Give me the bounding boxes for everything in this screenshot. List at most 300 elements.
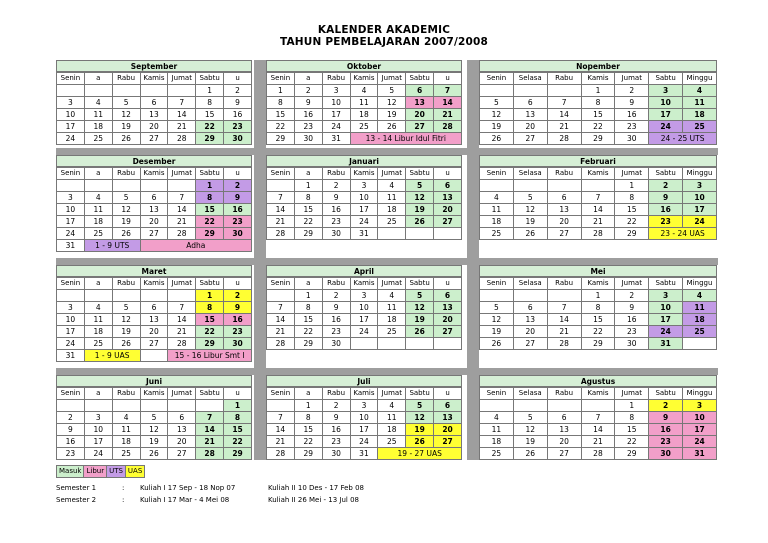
day-cell: 14 <box>581 424 615 436</box>
day-cell: 8 <box>196 302 224 314</box>
day-cell: 22 <box>196 216 224 228</box>
day-cell: 29 <box>294 448 322 460</box>
month-april <box>266 265 462 350</box>
weekday-header: Sabtu <box>196 73 224 85</box>
day-cell: 15 <box>196 204 224 216</box>
day-cell: 28 <box>581 228 615 240</box>
day-cell <box>547 180 581 192</box>
day-cell: 9 <box>649 192 683 204</box>
day-cell: 29 <box>196 133 224 145</box>
day-cell: 22 <box>224 436 252 448</box>
day-cell: 15 <box>294 204 322 216</box>
day-cell: 26 <box>140 448 168 460</box>
day-cell: 25 <box>350 121 378 133</box>
day-cell <box>140 85 168 97</box>
day-cell: 14 <box>547 109 581 121</box>
day-cell: 2 <box>649 400 683 412</box>
week-row <box>480 85 717 97</box>
day-cell: 6 <box>434 290 462 302</box>
day-cell: 9 <box>615 97 649 109</box>
month-title: Agustus <box>479 375 717 387</box>
day-cell: 22 <box>294 216 322 228</box>
weekday-header: Jumat <box>378 168 406 180</box>
day-cell: 18 <box>112 436 140 448</box>
week-row <box>267 216 462 228</box>
weekday-header: Kamis <box>581 168 615 180</box>
day-cell: 3 <box>649 290 683 302</box>
day-cell: 20 <box>140 326 168 338</box>
weekday-header: Senin <box>267 168 295 180</box>
week-row <box>480 314 717 326</box>
day-cell: 27 <box>547 448 581 460</box>
day-cell: 19 <box>480 121 514 133</box>
week-row <box>267 326 462 338</box>
day-cell: 1 <box>224 400 252 412</box>
weekday-header: Senin <box>57 73 85 85</box>
week-row <box>267 424 462 436</box>
day-cell: 8 <box>294 302 322 314</box>
day-cell: 25 <box>480 448 514 460</box>
week-row <box>480 180 717 192</box>
day-cell: 14 <box>168 314 196 326</box>
day-cell: 25 <box>378 216 406 228</box>
day-cell: 27 <box>140 133 168 145</box>
day-cell: 28 <box>267 448 295 460</box>
day-cell: 4 <box>378 290 406 302</box>
day-cell: 23 <box>224 326 252 338</box>
day-cell: 19 <box>513 436 547 448</box>
day-cell: 23 <box>615 121 649 133</box>
day-cell: 8 <box>294 412 322 424</box>
day-cell: 6 <box>513 97 547 109</box>
day-cell: 14 <box>267 314 295 326</box>
day-cell: 20 <box>140 216 168 228</box>
day-cell: 15 <box>196 314 224 326</box>
day-cell: 29 <box>196 228 224 240</box>
day-cell: 15 <box>294 424 322 436</box>
week-row <box>267 85 462 97</box>
day-cell: 14 <box>547 314 581 326</box>
day-cell: 19 <box>112 121 140 133</box>
day-cell: 17 <box>683 204 717 216</box>
day-cell <box>547 400 581 412</box>
day-cell: 7 <box>168 302 196 314</box>
day-cell: 11 <box>378 192 406 204</box>
day-cell: 17 <box>350 424 378 436</box>
day-cell <box>547 290 581 302</box>
day-cell <box>112 400 140 412</box>
day-cell <box>513 290 547 302</box>
weekday-header: a <box>294 388 322 400</box>
day-cell: 24 <box>57 228 85 240</box>
day-cell: 27 <box>513 133 547 145</box>
month-title: Juli <box>266 375 462 387</box>
day-cell <box>168 180 196 192</box>
day-cell: 13 <box>547 204 581 216</box>
event-note: 23 - 24 UAS <box>649 228 717 240</box>
day-cell: 22 <box>581 326 615 338</box>
day-cell: 31 <box>649 338 683 350</box>
week-row <box>57 338 252 350</box>
day-cell: 26 <box>112 133 140 145</box>
day-cell: 23 <box>224 216 252 228</box>
day-cell: 26 <box>406 436 434 448</box>
day-cell: 4 <box>480 412 514 424</box>
day-cell: 15 <box>615 424 649 436</box>
week-row <box>57 436 252 448</box>
weekday-header: u <box>434 73 462 85</box>
day-cell: 10 <box>683 412 717 424</box>
day-cell: 24 <box>322 121 350 133</box>
weekday-header: Kamis <box>581 73 615 85</box>
day-cell: 11 <box>84 314 112 326</box>
day-cell: 15 <box>581 314 615 326</box>
day-cell: 23 <box>322 436 350 448</box>
day-cell: 6 <box>406 85 434 97</box>
weekday-header: Kamis <box>581 388 615 400</box>
week-row <box>267 400 462 412</box>
day-cell: 5 <box>480 302 514 314</box>
day-cell: 22 <box>615 436 649 448</box>
day-cell: 2 <box>649 180 683 192</box>
weekday-header: Rabu <box>547 388 581 400</box>
weekday-header: Rabu <box>547 73 581 85</box>
day-cell: 31 <box>350 228 378 240</box>
semester-2-kuliah-2: Kuliah II 26 Mei - 13 Jul 08 <box>268 496 359 504</box>
weekday-header: Sabtu <box>649 73 683 85</box>
weekday-header: Senin <box>57 168 85 180</box>
weekday-header: Jumat <box>378 388 406 400</box>
day-cell: 17 <box>322 109 350 121</box>
page-title: KALENDER AKADEMIC <box>317 24 451 36</box>
weekday-header: Kamis <box>140 73 168 85</box>
day-cell: 11 <box>683 97 717 109</box>
day-cell <box>140 290 168 302</box>
weekday-header: Jumat <box>168 278 196 290</box>
day-cell: 5 <box>112 192 140 204</box>
day-cell: 24 <box>350 436 378 448</box>
day-cell: 30 <box>294 133 322 145</box>
week-row <box>57 302 252 314</box>
day-cell: 1 <box>196 85 224 97</box>
semester-1-kuliah-1: Kuliah I 17 Sep - 18 Nop 07 <box>140 484 236 492</box>
day-cell: 13 <box>513 109 547 121</box>
weekday-header: Jumat <box>378 278 406 290</box>
day-cell: 16 <box>224 204 252 216</box>
day-cell: 9 <box>615 302 649 314</box>
day-cell: 19 <box>406 204 434 216</box>
day-cell: 20 <box>547 216 581 228</box>
day-cell: 8 <box>267 97 295 109</box>
day-cell: 9 <box>649 412 683 424</box>
day-cell: 21 <box>581 216 615 228</box>
week-row <box>267 121 462 133</box>
weekday-header: Senin <box>57 388 85 400</box>
day-cell: 12 <box>480 314 514 326</box>
day-cell: 3 <box>322 85 350 97</box>
weekday-header: Sabtu <box>406 278 434 290</box>
day-cell: 30 <box>224 338 252 350</box>
day-cell: 4 <box>84 192 112 204</box>
day-cell: 4 <box>378 400 406 412</box>
day-cell: 23 <box>649 436 683 448</box>
day-cell: 4 <box>112 412 140 424</box>
legend-uts: UTS <box>106 465 126 478</box>
week-row <box>267 302 462 314</box>
week-row <box>480 228 717 240</box>
day-cell: 11 <box>350 97 378 109</box>
day-cell: 23 <box>224 121 252 133</box>
weekday-header: Minggu <box>683 73 717 85</box>
day-cell: 23 <box>57 448 85 460</box>
event-note: 1 - 9 UAS <box>84 350 140 362</box>
day-cell: 20 <box>547 436 581 448</box>
event-note: 13 - 14 Libur Idul Fitri <box>350 133 461 145</box>
day-cell: 8 <box>615 192 649 204</box>
day-cell: 29 <box>581 338 615 350</box>
day-cell <box>378 338 406 350</box>
day-cell: 13 <box>547 424 581 436</box>
day-cell: 3 <box>683 400 717 412</box>
weekday-header: Rabu <box>547 278 581 290</box>
weekday-header: Sabtu <box>649 168 683 180</box>
day-cell: 3 <box>84 412 112 424</box>
week-row <box>267 192 462 204</box>
day-cell: 16 <box>57 436 85 448</box>
day-cell: 13 <box>140 109 168 121</box>
weekday-header: Rabu <box>322 388 350 400</box>
day-cell: 4 <box>683 290 717 302</box>
month-title: September <box>56 60 252 72</box>
day-cell: 31 <box>57 240 85 252</box>
event-note: 19 - 27 UAS <box>378 448 462 460</box>
weekday-header: Jumat <box>615 168 649 180</box>
day-cell: 31 <box>350 448 378 460</box>
day-cell: 16 <box>322 204 350 216</box>
day-cell: 21 <box>168 326 196 338</box>
day-cell <box>168 400 196 412</box>
day-cell: 5 <box>406 290 434 302</box>
day-cell: 14 <box>581 204 615 216</box>
weekday-header: Kamis <box>350 73 378 85</box>
day-cell <box>480 290 514 302</box>
day-cell: 26 <box>480 338 514 350</box>
day-cell: 5 <box>406 180 434 192</box>
weekday-header: Jumat <box>615 388 649 400</box>
day-cell <box>168 85 196 97</box>
week-row <box>57 204 252 216</box>
day-cell: 18 <box>683 314 717 326</box>
day-cell: 20 <box>406 109 434 121</box>
day-cell: 13 <box>434 302 462 314</box>
day-cell: 15 <box>196 109 224 121</box>
day-cell: 19 <box>480 326 514 338</box>
day-cell: 26 <box>378 121 406 133</box>
day-cell: 1 <box>581 85 615 97</box>
day-cell <box>267 400 295 412</box>
day-cell <box>112 290 140 302</box>
month-september <box>56 60 252 145</box>
day-cell: 21 <box>196 436 224 448</box>
legend <box>56 458 144 478</box>
day-cell: 22 <box>615 216 649 228</box>
day-cell: 10 <box>57 314 85 326</box>
week-row <box>267 290 462 302</box>
day-cell: 25 <box>683 326 717 338</box>
day-cell: 30 <box>322 338 350 350</box>
weekday-header: Jumat <box>615 73 649 85</box>
week-row <box>267 109 462 121</box>
day-cell <box>480 85 514 97</box>
day-cell: 21 <box>547 326 581 338</box>
day-cell: 8 <box>224 412 252 424</box>
weekday-header: Selasa <box>513 168 547 180</box>
day-cell: 1 <box>615 400 649 412</box>
semester-2-label: Semester 2 <box>56 496 97 504</box>
day-cell: 10 <box>57 204 85 216</box>
day-cell: 1 <box>196 180 224 192</box>
weekday-header: Kamis <box>581 278 615 290</box>
day-cell: 25 <box>480 228 514 240</box>
day-cell <box>84 85 112 97</box>
day-cell: 10 <box>350 192 378 204</box>
day-cell: 14 <box>267 424 295 436</box>
day-cell <box>112 180 140 192</box>
weekday-header: Jumat <box>168 388 196 400</box>
day-cell: 18 <box>480 436 514 448</box>
day-cell: 27 <box>140 338 168 350</box>
semester-2-kuliah-1: Kuliah I 17 Mar - 4 Mei 08 <box>140 496 230 504</box>
day-cell: 23 <box>322 326 350 338</box>
week-row <box>57 400 252 412</box>
day-cell: 10 <box>683 192 717 204</box>
day-cell: 11 <box>112 424 140 436</box>
week-row <box>57 412 252 424</box>
day-cell: 27 <box>434 436 462 448</box>
day-cell: 7 <box>547 97 581 109</box>
day-cell: 18 <box>378 204 406 216</box>
week-row <box>57 314 252 326</box>
day-cell <box>140 400 168 412</box>
day-cell: 9 <box>224 302 252 314</box>
weekday-header: Senin <box>480 388 514 400</box>
week-row <box>480 400 717 412</box>
month-title: Januari <box>266 155 462 167</box>
day-cell: 26 <box>513 228 547 240</box>
day-cell: 5 <box>140 412 168 424</box>
day-cell: 2 <box>224 180 252 192</box>
week-row <box>57 180 252 192</box>
day-cell: 5 <box>513 192 547 204</box>
day-cell: 6 <box>434 180 462 192</box>
day-cell: 13 <box>140 204 168 216</box>
day-cell: 4 <box>84 97 112 109</box>
day-cell: 12 <box>112 314 140 326</box>
week-row <box>480 326 717 338</box>
day-cell <box>267 290 295 302</box>
day-cell: 23 <box>649 216 683 228</box>
row-separator <box>56 258 718 265</box>
day-cell: 21 <box>547 121 581 133</box>
day-cell: 20 <box>168 436 196 448</box>
day-cell: 29 <box>267 133 295 145</box>
day-cell: 16 <box>224 109 252 121</box>
day-cell: 17 <box>57 216 85 228</box>
weekday-header: Senin <box>267 278 295 290</box>
day-cell: 16 <box>294 109 322 121</box>
day-cell: 5 <box>513 412 547 424</box>
weekday-header: Kamis <box>350 278 378 290</box>
week-row <box>480 302 717 314</box>
day-cell: 27 <box>547 228 581 240</box>
day-cell: 3 <box>649 85 683 97</box>
weekday-header: Kamis <box>140 278 168 290</box>
day-cell: 23 <box>294 121 322 133</box>
week-row <box>57 350 252 362</box>
day-cell: 24 <box>84 448 112 460</box>
day-cell: 5 <box>480 97 514 109</box>
day-cell <box>168 290 196 302</box>
day-cell: 9 <box>322 302 350 314</box>
week-row <box>480 109 717 121</box>
day-cell: 14 <box>267 204 295 216</box>
day-cell: 1 <box>267 85 295 97</box>
day-cell: 27 <box>434 326 462 338</box>
month-maret <box>56 265 252 362</box>
week-row <box>480 436 717 448</box>
semester-1-colon: : <box>122 484 125 492</box>
day-cell: 30 <box>615 338 649 350</box>
day-cell: 6 <box>140 192 168 204</box>
day-cell: 12 <box>112 204 140 216</box>
day-cell: 8 <box>615 412 649 424</box>
day-cell: 15 <box>267 109 295 121</box>
weekday-header: Sabtu <box>406 73 434 85</box>
day-cell: 19 <box>406 424 434 436</box>
day-cell: 13 <box>434 412 462 424</box>
day-cell: 29 <box>294 228 322 240</box>
day-cell <box>112 85 140 97</box>
weekday-header: Sabtu <box>406 168 434 180</box>
day-cell: 4 <box>683 85 717 97</box>
weekday-header: Sabtu <box>649 388 683 400</box>
day-cell: 16 <box>649 204 683 216</box>
day-cell: 18 <box>350 109 378 121</box>
day-cell: 22 <box>267 121 295 133</box>
day-cell: 28 <box>168 228 196 240</box>
day-cell: 26 <box>406 326 434 338</box>
day-cell: 17 <box>350 204 378 216</box>
day-cell: 26 <box>112 228 140 240</box>
day-cell: 8 <box>196 192 224 204</box>
day-cell: 24 <box>649 121 683 133</box>
week-row <box>267 338 462 350</box>
week-row <box>480 424 717 436</box>
day-cell: 7 <box>581 412 615 424</box>
row-separator <box>56 148 718 155</box>
day-cell: 3 <box>350 290 378 302</box>
day-cell: 20 <box>513 121 547 133</box>
day-cell <box>513 180 547 192</box>
weekday-header: Minggu <box>683 278 717 290</box>
day-cell: 10 <box>322 97 350 109</box>
day-cell: 8 <box>196 97 224 109</box>
day-cell: 25 <box>378 436 406 448</box>
day-cell: 17 <box>649 109 683 121</box>
weekday-header: Kamis <box>350 168 378 180</box>
day-cell: 16 <box>322 314 350 326</box>
day-cell: 6 <box>513 302 547 314</box>
